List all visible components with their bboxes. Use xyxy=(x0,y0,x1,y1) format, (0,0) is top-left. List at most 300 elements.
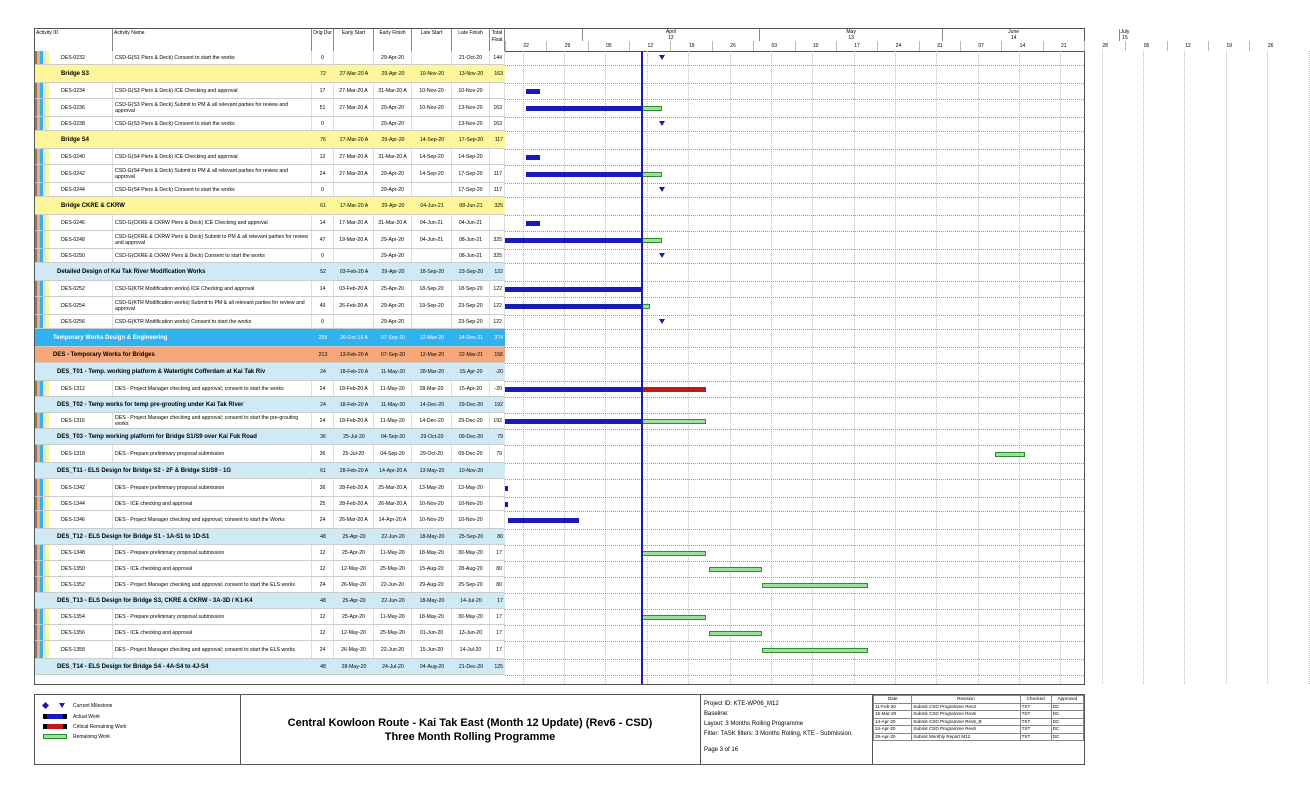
timeline-month: April xyxy=(582,29,759,35)
activity-id-cell: DES-1354 xyxy=(59,609,113,624)
revision-cell: Submit CSD Programme Rev3 xyxy=(912,703,1020,711)
activity-id-cell: DES-0238 xyxy=(59,117,113,130)
early-finish-cell: 25-Mar-20 A xyxy=(374,479,412,496)
wbs-group-row[interactable] xyxy=(35,529,505,545)
total-float-cell xyxy=(490,497,505,510)
revision-header-row xyxy=(874,696,1084,704)
late-start-cell: 14-Dec-20 xyxy=(412,413,452,428)
late-finish-cell: 13-May-20 xyxy=(452,479,490,496)
activity-row[interactable] xyxy=(35,281,505,297)
remaining-work-bar[interactable] xyxy=(995,452,1025,457)
timeline-week: 22 xyxy=(505,41,546,51)
early-start-cell: 26-Mar-20 A xyxy=(334,511,374,528)
gantt-row-divider xyxy=(505,297,1084,298)
late-finish-cell: 17-Sep-20 xyxy=(458,136,484,143)
remaining-work-bar[interactable] xyxy=(762,648,868,653)
wbs-indent-strip xyxy=(35,625,49,640)
timeline-header xyxy=(505,29,1274,51)
wbs-group-name: Temporary Works Design & Engineering xyxy=(53,334,168,341)
activity-row[interactable] xyxy=(35,497,505,511)
wbs-indent-strip xyxy=(35,561,49,576)
activity-name-cell: CSD-G(KTR Modification works) Submit to PM & all relevant parties for review and approval xyxy=(113,297,312,314)
remaining-work-bar[interactable] xyxy=(641,238,662,243)
wbs-group-row[interactable] xyxy=(35,593,505,609)
revision-cell: DC xyxy=(1051,733,1083,741)
gantt-row-divider xyxy=(505,561,1084,562)
milestone-icon[interactable] xyxy=(659,319,665,324)
activity-row[interactable] xyxy=(35,413,505,429)
late-start-cell: 29-Oct-20 xyxy=(412,445,452,462)
early-start-cell: 28-Feb-20 A xyxy=(334,479,374,496)
revision-cell: 14-Apr-20 xyxy=(874,718,912,726)
remaining-work-bar[interactable] xyxy=(641,106,662,111)
wbs-group-name: DES_T11 - ELS Design for Bridge S2 - 2F & Bridge S1/S9 - 1G xyxy=(57,467,232,474)
actual-work-bar[interactable] xyxy=(505,238,641,243)
timeline-week: 26 xyxy=(712,41,753,51)
revision-row xyxy=(874,703,1084,711)
early-start-cell: 26-Oct-19 A xyxy=(340,334,368,341)
early-finish-cell: 26-Mar-20 A xyxy=(374,497,412,510)
orig-dur-cell: 24 xyxy=(320,401,326,408)
orig-dur-cell: 24 xyxy=(312,577,334,592)
activity-id-cell: DES-1352 xyxy=(59,577,113,592)
early-start-cell: 18-Feb-20 A xyxy=(334,381,374,396)
activity-row[interactable] xyxy=(35,215,505,231)
activity-row[interactable] xyxy=(35,51,505,65)
activity-row[interactable] xyxy=(35,561,505,577)
activity-row[interactable] xyxy=(35,83,505,99)
orig-dur-cell: 72 xyxy=(320,70,326,77)
revision-cell: 16-Mar-20 xyxy=(874,711,912,719)
orig-dur-cell: 61 xyxy=(320,467,326,474)
orig-dur-cell: 12 xyxy=(312,149,334,164)
late-finish-cell: 30-May-20 xyxy=(452,545,490,560)
orig-dur-cell: 61 xyxy=(320,202,326,209)
total-float-cell xyxy=(490,149,505,164)
total-float-cell: 163 xyxy=(494,70,503,77)
early-start-cell: 28-Feb-20 A xyxy=(339,467,369,474)
gantt-row-divider xyxy=(505,83,1084,84)
col-early-start[interactable]: Early Start xyxy=(334,29,374,51)
revision-row xyxy=(874,718,1084,726)
wbs-group-name: Detailed Design of Kai Tak River Modification Works xyxy=(57,268,206,275)
activity-row[interactable] xyxy=(35,231,505,249)
activity-row[interactable] xyxy=(35,445,505,463)
wbs-indent-strip xyxy=(35,249,49,262)
legend-actual xyxy=(43,712,100,721)
activity-id-cell: DES-0256 xyxy=(59,315,113,328)
remaining-work-bar[interactable] xyxy=(641,419,706,424)
activity-row[interactable] xyxy=(35,183,505,197)
timeline-month-number: 13 xyxy=(759,35,942,41)
orig-dur-cell: 12 xyxy=(312,625,334,640)
early-finish-cell: 04-Sep-20 xyxy=(374,445,412,462)
orig-dur-cell: 76 xyxy=(320,136,326,143)
activity-id-cell: DES-1342 xyxy=(59,479,113,496)
orig-dur-cell: 24 xyxy=(312,165,334,182)
gantt-gridline xyxy=(1102,51,1103,684)
total-float-cell: 122 xyxy=(490,297,505,314)
orig-dur-cell: 213 xyxy=(318,351,328,358)
activity-row[interactable] xyxy=(35,511,505,529)
activity-name-cell: DES - Prepare preliminary proposal submission xyxy=(113,609,312,624)
milestone-icon[interactable] xyxy=(659,187,665,192)
actual-work-bar[interactable] xyxy=(526,155,541,160)
col-orig-dur[interactable]: Orig Dur xyxy=(312,29,334,51)
revision-table xyxy=(873,695,1084,741)
wbs-indent-strip xyxy=(35,183,49,196)
late-start-cell: 28-Mar-20 xyxy=(412,381,452,396)
actual-work-bar[interactable] xyxy=(505,419,641,424)
activity-row[interactable] xyxy=(35,149,505,165)
early-finish-cell: 14-Apr-20 A xyxy=(379,467,407,474)
activity-row[interactable] xyxy=(35,99,505,117)
critical-remaining-bar[interactable] xyxy=(641,387,706,392)
timeline-week: 29 xyxy=(546,41,587,51)
early-finish-cell: 29-Apr-20 xyxy=(381,268,405,275)
milestone-icon[interactable] xyxy=(659,253,665,258)
activity-id-cell: DES-1358 xyxy=(59,641,113,658)
late-finish-cell: 14-Dec-21 xyxy=(458,334,484,341)
gantt-group-band xyxy=(505,463,1084,479)
wbs-group-row[interactable] xyxy=(35,363,505,381)
orig-dur-cell: 0 xyxy=(312,315,334,328)
activity-id-cell: DES-0254 xyxy=(59,297,113,314)
activity-name-cell: DES - ICE checking and approval xyxy=(113,497,312,510)
activity-id-cell: DES-0236 xyxy=(59,99,113,116)
activity-id-cell: DES-0242 xyxy=(59,165,113,182)
actual-work-bar[interactable] xyxy=(505,287,641,292)
actual-work-bar[interactable] xyxy=(526,106,641,111)
early-finish-cell: 22-Jun-20 xyxy=(374,577,412,592)
early-start-cell xyxy=(334,249,374,262)
activity-row[interactable] xyxy=(35,165,505,183)
early-start-cell: 25-Jul-20 xyxy=(334,445,374,462)
wbs-group-row[interactable] xyxy=(35,347,505,363)
late-finish-cell: 15-Apr-20 xyxy=(452,381,490,396)
revision-block xyxy=(873,695,1084,764)
remaining-work-bar[interactable] xyxy=(641,615,706,620)
activity-id-cell: DES-0248 xyxy=(59,231,113,248)
early-finish-cell: 11-May-20 xyxy=(380,368,406,375)
col-late-finish[interactable]: Late Finish xyxy=(452,29,490,51)
revision-cell: TST xyxy=(1020,726,1051,734)
orig-dur-cell: 0 xyxy=(312,51,334,64)
total-float-cell: 156 xyxy=(494,351,503,358)
early-finish-cell: 11-May-20 xyxy=(374,413,412,428)
wbs-indent-strip xyxy=(35,511,49,528)
total-float-cell: -20 xyxy=(495,368,503,375)
timeline-week: 19 xyxy=(670,41,711,51)
timeline-month: July xyxy=(1120,29,1130,35)
revision-cell: Submit CSD Programme Rev6 xyxy=(912,726,1020,734)
legend xyxy=(35,695,241,764)
timeline-week: 24 xyxy=(877,41,918,51)
late-finish-cell: 08-Jun-21 xyxy=(452,249,490,262)
gantt-row-divider xyxy=(505,281,1084,282)
timeline-week: 31 xyxy=(919,41,960,51)
late-start-cell: 18-Sep-20 xyxy=(412,281,452,296)
activity-row[interactable] xyxy=(35,117,505,131)
title-line-2: Three Month Rolling Programme xyxy=(384,730,556,743)
revision-header-cell: Revision xyxy=(912,696,1020,704)
legend-critical xyxy=(43,722,127,731)
orig-dur-cell: 24 xyxy=(320,368,326,375)
layout: Layout: 3 Months Rolling Programme xyxy=(704,721,804,727)
gantt-row-divider xyxy=(505,641,1084,642)
orig-dur-cell: 25 xyxy=(312,497,334,510)
gantt-row-divider xyxy=(505,577,1084,578)
activity-row[interactable] xyxy=(35,609,505,625)
early-start-cell: 27-Mar-20 A xyxy=(339,70,369,77)
orig-dur-cell: 14 xyxy=(312,281,334,296)
activity-id-cell: DES-0232 xyxy=(59,51,113,64)
total-float-cell: 325 xyxy=(494,202,503,209)
late-finish-cell: 08-Jun-21 xyxy=(452,231,490,248)
revision-cell: 24-Apr-20 xyxy=(874,726,912,734)
activity-row[interactable] xyxy=(35,249,505,263)
early-start-cell: 12-May-20 xyxy=(334,625,374,640)
early-start-cell: 25-Apr-20 xyxy=(334,609,374,624)
wbs-indent-strip xyxy=(35,281,49,296)
early-start-cell xyxy=(334,117,374,130)
late-finish-cell: 10-Nov-20 xyxy=(452,497,490,510)
remaining-swatch xyxy=(43,734,67,739)
late-finish-cell: 14-Sep-20 xyxy=(452,149,490,164)
gantt-row-divider xyxy=(505,231,1084,232)
col-total-float[interactable]: Total Float xyxy=(490,29,505,51)
timeline-month-number: 12 xyxy=(582,35,759,41)
gantt-group-band xyxy=(505,659,1084,675)
late-finish-cell: 13-Nov-20 xyxy=(458,70,484,77)
activity-name-cell: DES - Project Manager checking and approval; consent to start the ELS works xyxy=(113,641,312,658)
wbs-group-row[interactable] xyxy=(35,197,505,215)
late-finish-cell: 23-Sep-20 xyxy=(452,297,490,314)
remaining-work-bar[interactable] xyxy=(709,567,762,572)
late-start-cell: 10-Nov-20 xyxy=(412,497,452,510)
wbs-indent-strip xyxy=(35,577,49,592)
activity-id-cell: DES-0252 xyxy=(59,281,113,296)
col-late-start[interactable]: Late Start xyxy=(412,29,452,51)
timeline-week: 21 xyxy=(1043,41,1084,51)
critical-swatch xyxy=(43,724,67,729)
early-finish-cell: 29-Apr-20 xyxy=(374,99,412,116)
gantt-group-band xyxy=(505,363,1084,381)
activity-row[interactable] xyxy=(35,297,505,315)
revision-header-cell: Approved xyxy=(1051,696,1083,704)
wbs-group-row[interactable] xyxy=(35,65,505,83)
actual-work-bar[interactable] xyxy=(505,387,641,392)
orig-dur-cell: 14 xyxy=(312,215,334,230)
actual-work-bar[interactable] xyxy=(508,518,579,523)
total-float-cell: 325 xyxy=(490,249,505,262)
early-finish-cell: 11-May-20 xyxy=(374,545,412,560)
early-finish-cell: 29-Apr-20 xyxy=(374,51,412,64)
early-finish-cell: 29-Apr-20 xyxy=(381,70,405,77)
remaining-work-bar[interactable] xyxy=(641,172,662,177)
remaining-work-bar[interactable] xyxy=(709,631,762,636)
milestone-icon[interactable] xyxy=(659,121,665,126)
wbs-group-row[interactable] xyxy=(35,131,505,149)
orig-dur-cell: 36 xyxy=(312,445,334,462)
activity-id-cell: DES-0240 xyxy=(59,149,113,164)
late-finish-cell: 28-Aug-20 xyxy=(452,561,490,576)
activity-row[interactable] xyxy=(35,479,505,497)
orig-dur-cell: 36 xyxy=(312,479,334,496)
actual-work-bar[interactable] xyxy=(526,221,541,226)
late-start-cell: 04-Aug-20 xyxy=(419,663,445,670)
timeline-month: May xyxy=(759,29,942,35)
late-start-cell xyxy=(412,249,452,262)
activity-row[interactable] xyxy=(35,641,505,659)
revision-cell: Submit Monthly Report M12 xyxy=(912,733,1020,741)
timeline-week: 14 xyxy=(1001,41,1042,51)
actual-work-bar[interactable] xyxy=(505,304,641,309)
late-finish-cell: 10-Nov-20 xyxy=(458,467,484,474)
actual-work-bar[interactable] xyxy=(505,486,508,491)
activity-id-cell: DES-1312 xyxy=(59,381,113,396)
gantt-group-band xyxy=(505,329,1084,347)
wbs-group-row[interactable] xyxy=(35,263,505,281)
gantt-row-divider xyxy=(505,479,1084,480)
baseline: Baseline: xyxy=(704,711,729,717)
col-activity-name[interactable]: Activity Name xyxy=(113,29,312,51)
activity-id-cell: DES-0246 xyxy=(59,215,113,230)
late-start-cell: 14-Sep-20 xyxy=(419,136,445,143)
late-start-cell: 13-May-20 xyxy=(419,467,445,474)
activity-name-cell: CSD-G(S3 Piers & Deck) Submit to PM & all relevant parties for review and approval xyxy=(113,99,312,116)
activity-row[interactable] xyxy=(35,577,505,593)
legend-remaining xyxy=(43,732,110,741)
actual-work-bar[interactable] xyxy=(526,89,541,94)
timeline-week: 10 xyxy=(795,41,836,51)
total-float-cell: 125 xyxy=(494,663,503,670)
early-finish-cell: 29-Apr-20 xyxy=(381,202,405,209)
remaining-work-bar[interactable] xyxy=(762,583,868,588)
late-finish-cell: 30-May-20 xyxy=(452,609,490,624)
late-start-cell: 10-Nov-20 xyxy=(419,70,445,77)
orig-dur-cell: 0 xyxy=(312,183,334,196)
activity-name-cell: DES - Project Manager checking and approval; consent to start the pre-grouting works xyxy=(113,413,312,428)
gantt-group-band xyxy=(505,197,1084,215)
activity-row[interactable] xyxy=(35,625,505,641)
activity-name-cell: CSD-G(S1 Piers & Deck) Consent to start the works xyxy=(113,51,312,64)
early-start-cell: 27-Mar-20 A xyxy=(334,83,374,98)
orig-dur-cell: 49 xyxy=(312,297,334,314)
late-start-cell xyxy=(412,117,452,130)
late-finish-cell: 15-Apr-20 xyxy=(459,368,483,375)
activity-name-cell: CSD-G(CKRE & CKRW Piers & Deck) Submit to PM & all relevant parties for review and approval xyxy=(113,231,312,248)
activity-id-cell: DES-1344 xyxy=(59,497,113,510)
late-start-cell: 18-Sep-20 xyxy=(419,268,445,275)
early-start-cell: 27-Mar-20 A xyxy=(334,149,374,164)
orig-dur-cell: 36 xyxy=(320,433,326,440)
early-finish-cell: 29-Apr-20 xyxy=(374,315,412,328)
revision-header-cell: Date xyxy=(874,696,912,704)
activity-id-cell: DES-0250 xyxy=(59,249,113,262)
early-finish-cell: 14-Apr-20 A xyxy=(374,511,412,528)
early-start-cell: 28-Feb-20 A xyxy=(334,497,374,510)
late-finish-cell: 14-Jul-20 xyxy=(452,641,490,658)
gantt-row-divider xyxy=(505,381,1084,382)
schedule-frame xyxy=(34,28,1274,685)
early-start-cell: 17-Mar-20 A xyxy=(334,215,374,230)
late-finish-cell: 29-Dec-20 xyxy=(452,413,490,428)
activity-name-cell: DES - ICE checking and approval xyxy=(113,561,312,576)
gantt-group-band xyxy=(505,529,1084,545)
early-finish-cell: 07-Sep-20 xyxy=(380,351,406,358)
wbs-group-row[interactable] xyxy=(35,329,505,347)
early-start-cell: 03-Feb-20 A xyxy=(339,268,369,275)
orig-dur-cell: 0 xyxy=(312,117,334,130)
timeline-week: 17 xyxy=(836,41,877,51)
wbs-indent-strip xyxy=(35,497,49,510)
total-float-cell: 80 xyxy=(490,577,505,592)
wbs-group-row[interactable] xyxy=(35,429,505,445)
activity-row[interactable] xyxy=(35,381,505,397)
orig-dur-cell: 12 xyxy=(312,545,334,560)
activity-name-cell: CSD-G(S4 Piers & Deck) Submit to PM & all relevant parties for review and approval xyxy=(113,165,312,182)
early-finish-cell: 11-May-20 xyxy=(380,401,406,408)
revision-row xyxy=(874,726,1084,734)
col-activity-id[interactable]: Activity ID xyxy=(35,29,113,51)
activity-name-cell: CSD-G(CKRE & CKRW Piers & Deck) ICE Checking and approval xyxy=(113,215,312,230)
wbs-group-row[interactable] xyxy=(35,397,505,413)
gantt-group-band xyxy=(505,397,1084,413)
col-early-finish[interactable]: Early Finish xyxy=(374,29,412,51)
wbs-indent-strip xyxy=(35,609,49,624)
early-finish-cell: 29-Apr-20 xyxy=(374,165,412,182)
actual-work-bar[interactable] xyxy=(505,502,508,507)
timeline-month-number: 15 xyxy=(1119,35,1129,41)
total-float-cell: 374 xyxy=(494,334,503,341)
late-finish-cell: 23-Sep-20 xyxy=(452,315,490,328)
orig-dur-cell: 12 xyxy=(312,609,334,624)
total-float-cell: 79 xyxy=(497,433,503,440)
activity-id-cell: DES-1346 xyxy=(59,511,113,528)
gantt-row-divider xyxy=(505,675,1084,676)
orig-dur-cell: 48 xyxy=(320,533,326,540)
late-finish-cell: 13-Nov-20 xyxy=(452,99,490,116)
wbs-group-name: Bridge S4 xyxy=(61,136,90,143)
wbs-indent-strip xyxy=(35,413,49,428)
gantt-row-divider xyxy=(505,149,1084,150)
wbs-group-row[interactable] xyxy=(35,659,505,675)
orig-dur-cell: 24 xyxy=(312,641,334,658)
remaining-work-bar[interactable] xyxy=(641,551,706,556)
activity-name-cell: CSD-G(S3 Piers & Deck) ICE Checking and approval xyxy=(113,83,312,98)
gantt-row-divider xyxy=(505,165,1084,166)
late-start-cell: 10-Nov-20 xyxy=(412,511,452,528)
orig-dur-cell: 52 xyxy=(320,268,326,275)
milestone-icon[interactable] xyxy=(659,55,665,60)
gantt-gridline xyxy=(1309,51,1310,684)
timeline-week: 05 xyxy=(1125,41,1166,51)
late-start-cell: 29-Aug-20 xyxy=(412,577,452,592)
activity-row[interactable] xyxy=(35,545,505,561)
gantt-gridline xyxy=(1267,51,1268,684)
actual-work-bar[interactable] xyxy=(526,172,641,177)
total-float-cell: 79 xyxy=(490,445,505,462)
activity-row[interactable] xyxy=(35,315,505,329)
late-start-cell: 29-Oct-20 xyxy=(420,433,444,440)
orig-dur-cell: 17 xyxy=(312,83,334,98)
early-start-cell xyxy=(334,183,374,196)
wbs-group-row[interactable] xyxy=(35,463,505,479)
wbs-indent-strip xyxy=(35,445,49,462)
late-start-cell: 15-Jun-20 xyxy=(412,641,452,658)
early-finish-cell: 31-Mar-20 A xyxy=(374,149,412,164)
